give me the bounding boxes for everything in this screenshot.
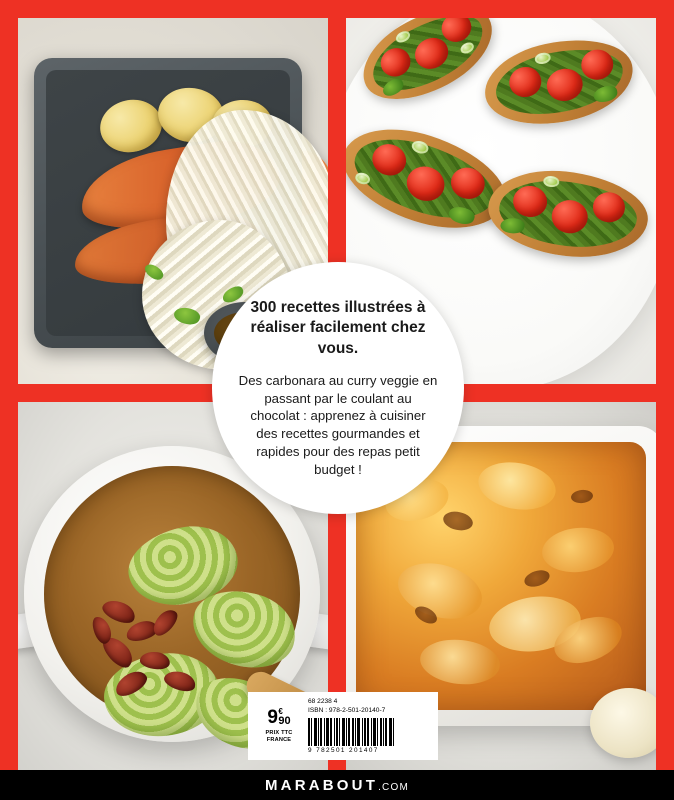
browned-spot bbox=[523, 567, 552, 589]
publisher-name: MARABOUT bbox=[264, 776, 379, 794]
price-value bbox=[267, 708, 290, 727]
ean-digits: 9 782501 201407 bbox=[308, 747, 379, 754]
side-dish bbox=[590, 688, 656, 758]
bruschetta-slice bbox=[346, 112, 517, 246]
blurb-body-text: Des carbonara au curry veggie en passant par le coulant au chocolat : apprenez à cuisiner des recettes gourmandes et rapides pour des repas petit budget ! bbox=[238, 373, 438, 477]
barcode-block bbox=[248, 692, 438, 760]
internal-code: 68 2238 4 bbox=[308, 698, 338, 705]
price-side bbox=[278, 708, 290, 727]
barcode-bars bbox=[308, 718, 430, 746]
publisher-logo bbox=[265, 777, 409, 794]
bruschetta-slice bbox=[484, 164, 652, 264]
price-cents: 90 bbox=[278, 715, 291, 728]
blurb-lead-text: 300 recettes illustrées à réaliser facilement chez vous. bbox=[250, 298, 426, 357]
browned-spot bbox=[441, 509, 474, 533]
browned-spot bbox=[570, 489, 593, 504]
blurb-circle bbox=[212, 262, 464, 514]
price-integer: 9 bbox=[267, 707, 278, 729]
bruschetta-slice bbox=[349, 18, 507, 119]
potato bbox=[95, 94, 166, 158]
price-note-line1: PRIX TTC bbox=[265, 730, 293, 737]
publisher-domain: .COM bbox=[378, 781, 409, 793]
bruschetta-slice bbox=[477, 27, 640, 136]
price-note bbox=[265, 730, 292, 744]
broth bbox=[44, 466, 300, 722]
cheese-crust bbox=[474, 457, 559, 516]
cheese-crust bbox=[539, 524, 615, 575]
price-note-line2: FRANCE bbox=[266, 737, 292, 743]
price-currency-symbol: € bbox=[278, 707, 283, 717]
isbn-block bbox=[302, 698, 430, 754]
cheese-crust bbox=[418, 636, 502, 688]
cheese-crust bbox=[391, 554, 488, 628]
publisher-bar bbox=[0, 770, 674, 800]
isbn-code: ISBN : 978-2-501-20140-7 bbox=[308, 706, 386, 714]
price-block bbox=[256, 698, 302, 754]
